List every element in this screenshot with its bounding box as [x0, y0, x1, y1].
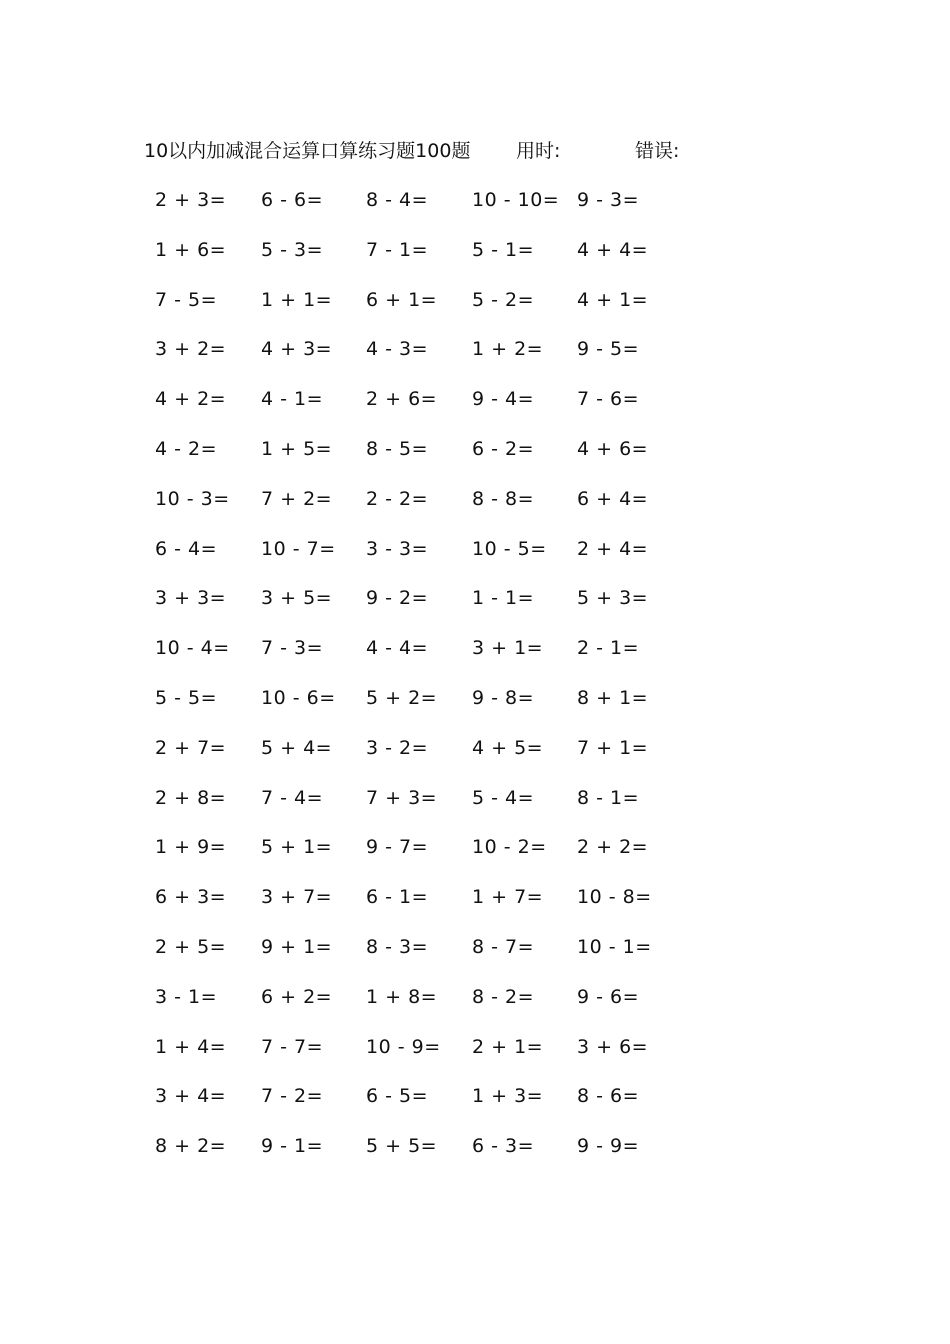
problem-item: 4 - 3=	[366, 338, 429, 361]
problem-item: 5 + 2=	[366, 687, 438, 709]
time-used-label: 用时:	[516, 140, 561, 162]
problem-item: 10 - 10=	[472, 189, 560, 211]
problem-item: 9 - 7=	[366, 836, 429, 859]
problem-item: 7 + 1=	[577, 736, 649, 759]
problem-row	[0, 1079, 950, 1113]
problem-item: 2 + 5=	[155, 936, 227, 958]
problem-item: 8 - 7=	[472, 936, 535, 958]
problem-row	[0, 532, 950, 566]
problem-item: 6 + 2=	[261, 985, 333, 1008]
problem-item: 10 - 1=	[577, 936, 652, 958]
problem-item: 4 - 1=	[261, 388, 324, 411]
problem-row	[0, 681, 950, 715]
problem-item: 5 - 1=	[472, 238, 535, 261]
problem-row	[0, 1030, 950, 1064]
problem-item: 2 + 6=	[366, 388, 438, 411]
problem-item: 1 + 1=	[261, 288, 333, 311]
problem-item: 6 - 1=	[366, 886, 429, 909]
problem-item: 4 + 3=	[261, 338, 333, 361]
problem-item: 1 + 5=	[261, 438, 333, 460]
problem-item: 9 - 3=	[577, 189, 640, 211]
problem-row	[0, 1129, 950, 1163]
problem-item: 1 + 8=	[366, 985, 438, 1008]
problem-item: 1 + 7=	[472, 886, 544, 909]
problem-row	[0, 880, 950, 914]
problem-item: 4 + 6=	[577, 438, 649, 460]
problem-item: 10 - 5=	[472, 537, 547, 560]
problem-item: 10 - 3=	[155, 487, 230, 510]
problem-item: 3 + 2=	[155, 338, 227, 361]
problem-item: 2 + 2=	[577, 836, 649, 859]
problem-item: 1 + 3=	[472, 1085, 544, 1108]
problem-row	[0, 930, 950, 964]
problem-item: 2 + 8=	[155, 786, 227, 809]
problem-item: 3 + 4=	[155, 1085, 227, 1108]
problem-item: 5 - 3=	[261, 238, 324, 261]
problem-row	[0, 482, 950, 516]
problem-item: 6 - 5=	[366, 1085, 429, 1108]
problem-item: 9 - 4=	[472, 388, 535, 411]
problem-item: 6 - 3=	[472, 1135, 535, 1158]
problem-item: 3 + 3=	[155, 587, 227, 610]
problem-item: 4 - 2=	[155, 438, 218, 460]
problem-item: 6 - 2=	[472, 438, 535, 460]
problem-item: 10 - 4=	[155, 637, 230, 660]
problem-item: 9 - 2=	[366, 587, 429, 610]
problem-row	[0, 283, 950, 317]
problem-item: 4 + 1=	[577, 288, 649, 311]
problem-item: 7 + 2=	[261, 487, 333, 510]
problem-item: 8 - 5=	[366, 438, 429, 460]
problem-item: 2 + 1=	[472, 1035, 544, 1058]
problem-item: 7 - 7=	[261, 1035, 324, 1058]
problem-item: 7 - 3=	[261, 637, 324, 660]
problem-item: 1 + 6=	[155, 238, 227, 261]
problem-item: 10 - 7=	[261, 537, 336, 560]
problem-item: 5 + 5=	[366, 1135, 438, 1158]
problem-item: 8 - 6=	[577, 1085, 640, 1108]
problem-item: 3 - 3=	[366, 537, 429, 560]
problem-row	[0, 183, 950, 217]
problem-item: 3 - 2=	[366, 736, 429, 759]
problem-item: 10 - 9=	[366, 1035, 441, 1058]
problem-item: 6 - 4=	[155, 537, 218, 560]
problem-item: 10 - 8=	[577, 886, 652, 909]
errors-label: 错误:	[635, 140, 680, 162]
problem-item: 6 + 1=	[366, 288, 438, 311]
problem-item: 5 + 4=	[261, 736, 333, 759]
problem-item: 6 + 4=	[577, 487, 649, 510]
problem-item: 5 - 4=	[472, 786, 535, 809]
problem-item: 7 - 6=	[577, 388, 640, 411]
problem-item: 7 + 3=	[366, 786, 438, 809]
problem-row	[0, 980, 950, 1014]
problem-item: 2 + 3=	[155, 189, 227, 211]
problem-item: 5 + 3=	[577, 587, 649, 610]
problem-item: 3 + 6=	[577, 1035, 649, 1058]
problem-row	[0, 631, 950, 665]
problem-item: 8 - 2=	[472, 985, 535, 1008]
problem-item: 1 + 9=	[155, 836, 227, 859]
problem-item: 10 - 2=	[472, 836, 547, 859]
problem-item: 3 + 1=	[472, 637, 544, 660]
problem-item: 2 - 2=	[366, 487, 429, 510]
problem-row	[0, 233, 950, 267]
problem-item: 9 - 9=	[577, 1135, 640, 1158]
problem-item: 5 - 2=	[472, 288, 535, 311]
problem-item: 6 + 3=	[155, 886, 227, 909]
problem-item: 2 + 7=	[155, 736, 227, 759]
problem-item: 9 - 6=	[577, 985, 640, 1008]
problem-row	[0, 830, 950, 864]
problem-item: 8 - 3=	[366, 936, 429, 958]
problem-item: 8 - 8=	[472, 487, 535, 510]
problem-item: 9 + 1=	[261, 936, 333, 958]
problem-row	[0, 382, 950, 416]
problem-item: 5 + 1=	[261, 836, 333, 859]
problem-row	[0, 781, 950, 815]
problem-item: 10 - 6=	[261, 687, 336, 709]
problem-item: 3 + 7=	[261, 886, 333, 909]
problem-item: 7 - 5=	[155, 288, 218, 311]
problem-item: 9 - 5=	[577, 338, 640, 361]
problem-item: 4 + 2=	[155, 388, 227, 411]
problem-item: 1 - 1=	[472, 587, 535, 610]
problem-item: 4 + 4=	[577, 238, 649, 261]
problem-item: 9 - 8=	[472, 687, 535, 709]
problem-row	[0, 581, 950, 615]
problem-item: 1 + 4=	[155, 1035, 227, 1058]
problem-item: 6 - 6=	[261, 189, 324, 211]
problem-item: 5 - 5=	[155, 687, 218, 709]
problem-item: 2 + 4=	[577, 537, 649, 560]
problem-item: 4 - 4=	[366, 637, 429, 660]
problem-item: 1 + 2=	[472, 338, 544, 361]
problem-item: 2 - 1=	[577, 637, 640, 660]
problem-item: 4 + 5=	[472, 736, 544, 759]
problem-item: 8 - 1=	[577, 786, 640, 809]
problem-item: 8 + 1=	[577, 687, 649, 709]
worksheet-title: 10以内加减混合运算口算练习题100题	[144, 140, 471, 162]
problem-item: 3 - 1=	[155, 985, 218, 1008]
problem-item: 7 - 1=	[366, 238, 429, 261]
problem-item: 7 - 4=	[261, 786, 324, 809]
problem-item: 8 - 4=	[366, 189, 429, 211]
problem-row	[0, 731, 950, 765]
problem-item: 7 - 2=	[261, 1085, 324, 1108]
problem-item: 9 - 1=	[261, 1135, 324, 1158]
problem-row	[0, 432, 950, 466]
problem-item: 3 + 5=	[261, 587, 333, 610]
problem-item: 8 + 2=	[155, 1135, 227, 1158]
problem-row	[0, 332, 950, 366]
